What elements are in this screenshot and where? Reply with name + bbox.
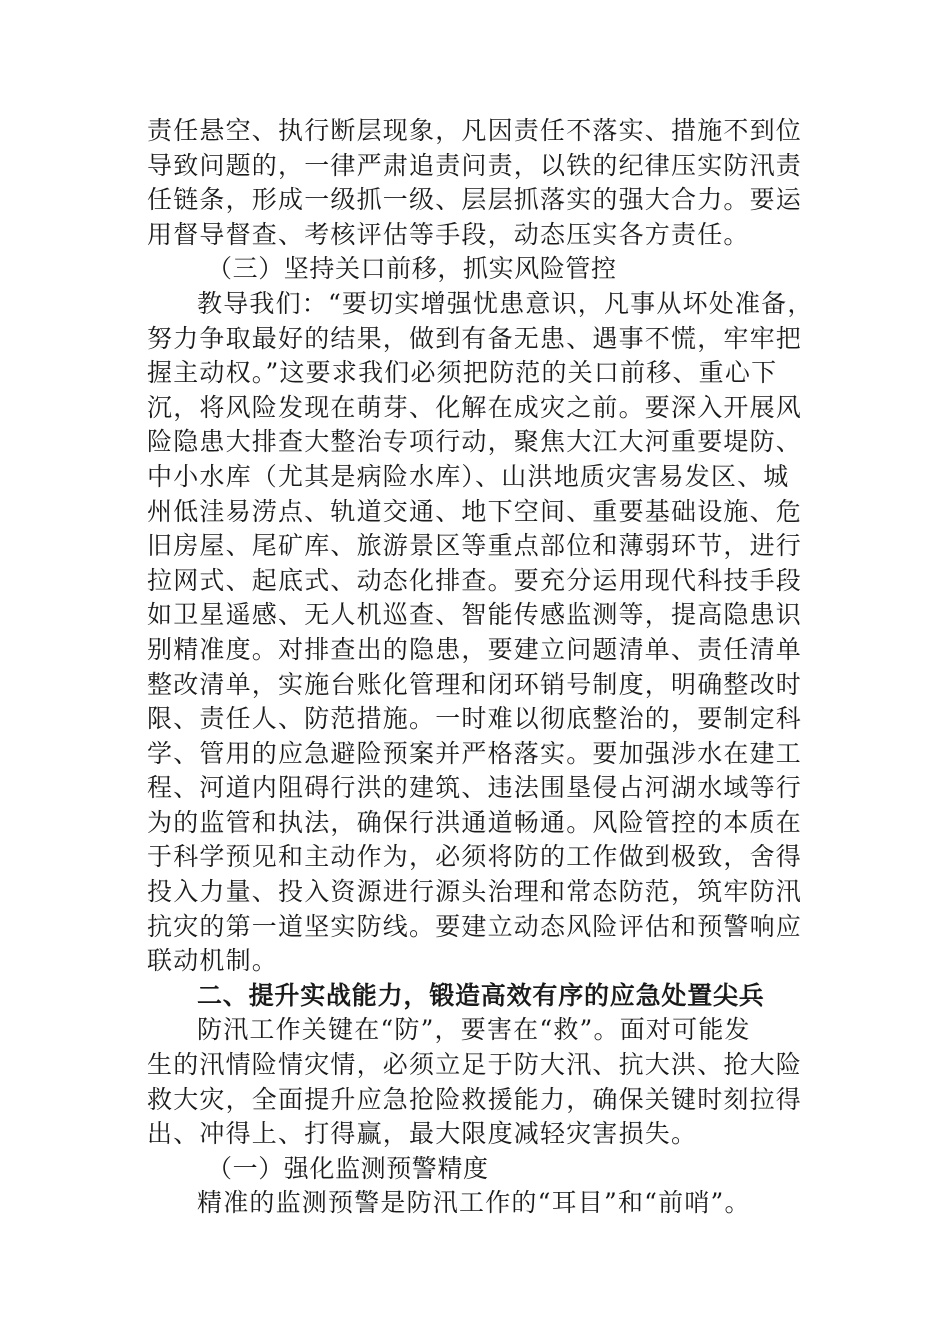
paragraph-line: 防汛工作关键在“防”，要害在“救”。面对可能发 bbox=[197, 1015, 751, 1045]
paragraph-line: 别精准度。对排查出的隐患，要建立问题清单、责任清单 bbox=[147, 634, 803, 664]
paragraph-line: 出、冲得上、打得赢，最大限度减轻灾害损失。 bbox=[147, 1119, 698, 1149]
paragraph-line: 于科学预见和主动作为，必须将防的工作做到极致，舍得 bbox=[147, 842, 803, 872]
paragraph-line: 中小水库（尤其是病险水库）、山洪地质灾害易发区、城 bbox=[147, 461, 790, 491]
paragraph-line: 握主动权。”这要求我们必须把防范的关口前移、重心下 bbox=[147, 358, 778, 388]
paragraph-line: 为的监管和执法，确保行洪通道畅通。风险管控的本质在 bbox=[147, 807, 803, 837]
paragraph-line: 如卫星遥感、无人机巡查、智能传感监测等，提高隐患识 bbox=[147, 600, 803, 630]
paragraph-line: 生的汛情险情灾情，必须立足于防大汛、抗大洪、抢大险 bbox=[147, 1050, 803, 1080]
paragraph-line: 任链条，形成一级抓一级、层层抓落实的强大合力。要运 bbox=[147, 185, 803, 215]
paragraph-line: 抗灾的第一道坚实防线。要建立动态风险评估和预警响应 bbox=[147, 911, 803, 941]
paragraph-line: 州低洼易涝点、轨道交通、地下空间、重要基础设施、危 bbox=[147, 496, 803, 526]
paragraph-line: 拉网式、起底式、动态化排查。要充分运用现代科技手段 bbox=[147, 565, 803, 595]
document-body bbox=[147, 114, 814, 1221]
paragraph-line: 救大灾，全面提升应急抢险救援能力，确保关键时刻拉得 bbox=[147, 1084, 803, 1114]
paragraph-line: 投入力量、投入资源进行源头治理和常态防范，筑牢防汛 bbox=[147, 877, 803, 907]
section-heading-2: 二、提升实战能力，锻造高效有序的应急处置尖兵 bbox=[197, 980, 765, 1010]
paragraph-line: 险隐患大排查大整治专项行动，聚焦大江大河重要堤防、 bbox=[147, 427, 803, 457]
paragraph-line: 程、河道内阻碍行洪的建筑、违法围垦侵占河湖水域等行 bbox=[147, 773, 803, 803]
paragraph-line: 教导我们：“要切实增强忧患意识，凡事从坏处准备， bbox=[197, 288, 814, 318]
paragraph-line: 限、责任人、防范措施。一时难以彻底整治的，要制定科 bbox=[147, 704, 803, 734]
paragraph-line: 学、管用的应急避险预案并严格落实。要加强涉水在建工 bbox=[147, 738, 803, 768]
paragraph-line: 联动机制。 bbox=[147, 946, 279, 976]
paragraph-line: 用督导督查、考核评估等手段，动态压实各方责任。 bbox=[147, 219, 750, 249]
paragraph-line: 整改清单，实施台账化管理和闭环销号制度，明确整改时 bbox=[147, 669, 803, 699]
section-heading-3: （三）坚持关口前移，抓实风险管控 bbox=[207, 254, 617, 284]
section-heading-1: （一）强化监测预警精度 bbox=[207, 1153, 489, 1183]
paragraph-line: 沉，将风险发现在萌芽、化解在成灾之前。要深入开展风 bbox=[147, 392, 803, 422]
paragraph-line: 精准的监测预警是防汛工作的“耳目”和“前哨”。 bbox=[197, 1188, 751, 1218]
paragraph-line: 导致问题的，一律严肃追责问责，以铁的纪律压实防汛责 bbox=[147, 150, 803, 180]
paragraph-line: 努力争取最好的结果，做到有备无患、遇事不慌，牢牢把 bbox=[147, 323, 803, 353]
paragraph-line: 责任悬空、执行断层现象，凡因责任不落实、措施不到位 bbox=[147, 116, 803, 145]
paragraph-line: 旧房屋、尾矿库、旅游景区等重点部位和薄弱环节，进行 bbox=[147, 531, 803, 561]
